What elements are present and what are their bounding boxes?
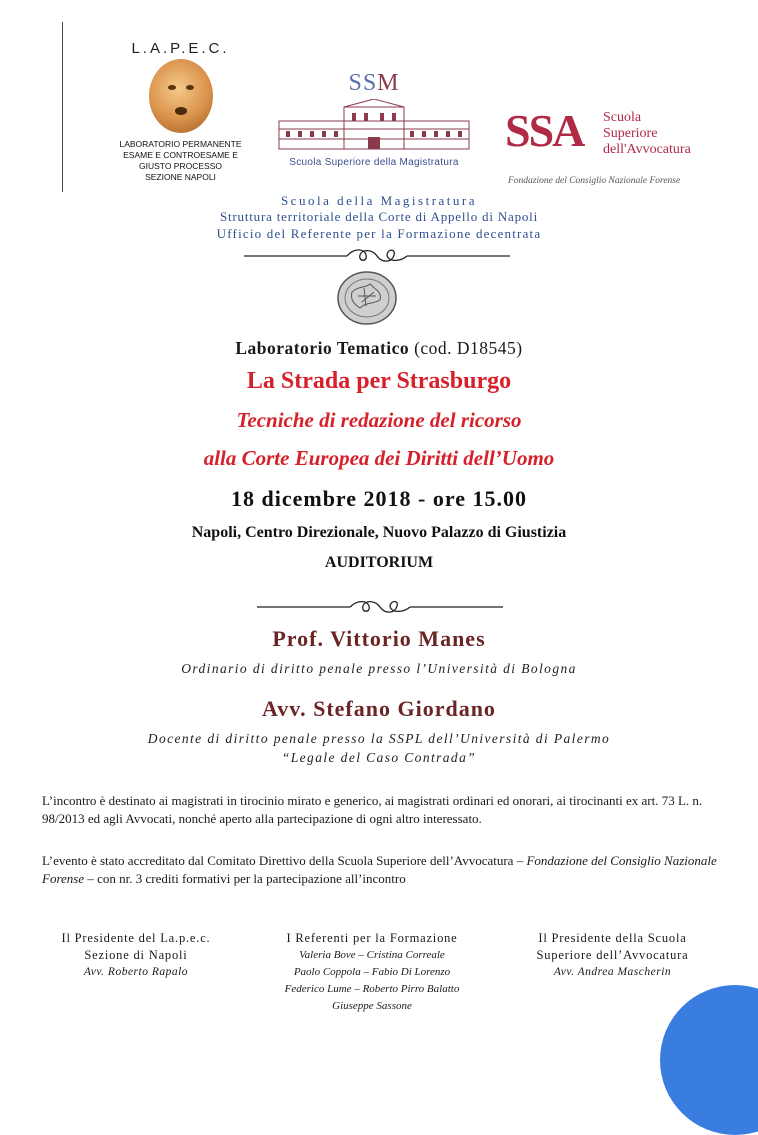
header-line-1: Scuola della Magistratura: [280, 193, 478, 208]
lapec-caption-line: GIUSTO PROCESSO: [139, 161, 222, 171]
body-paragraph-1: L’incontro è destinato ai magistrati in tirocinio mirato e generico, ai magistrati ordinari ed onorari, ai tirocinanti ex art. 73 L. n. 98/2013 ed agli Avvocati, nonché aperto alla partecipazione di ogni altro interessato.: [42, 793, 703, 826]
ssa-acronym: SSA: [505, 105, 584, 156]
ssa-subtitle: Fondazione del Consiglio Nazionale Forense: [508, 176, 681, 186]
signature-training-referents: [252, 930, 492, 1015]
signature-name: Valeria Bove – Cristina Correale: [299, 949, 445, 961]
event-hall: AUDITORIUM: [324, 554, 434, 571]
signature-lapec-president: [36, 930, 236, 981]
signature-title: Sezione di Napoli: [84, 948, 188, 962]
lapec-logo: [118, 40, 243, 190]
event-type-label: Laboratorio Tematico (cod. D18545): [235, 338, 523, 358]
header-line-3: Ufficio del Referente per la Formazione decentrata: [216, 226, 542, 241]
event-venue: Napoli, Centro Direzionale, Nuovo Palazzo di Giustizia: [191, 524, 567, 541]
lapec-logo-letters: L.A.P.E.C.: [131, 40, 230, 57]
ssa-name-line: Scuola: [603, 110, 642, 125]
ssm-acronym: SSM: [348, 70, 400, 96]
signature-name: Avv. Andrea Mascherin: [553, 966, 672, 978]
header-line-2: Struttura territoriale della Corte di Appello di Napoli: [219, 209, 538, 224]
event-title: La Strada per Strasburgo: [246, 368, 512, 394]
body-paragraph-2: L’evento è stato accreditato dal Comitato Direttivo della Scuola Superiore dell’Avvocatura – Fondazione del Consiglio Nazionale Forense – con nr. 3 crediti formativi per la partecipazione all’incontro: [42, 853, 717, 886]
signature-title: Il Presidente della Scuola: [538, 931, 687, 945]
blue-corner-circle: [660, 985, 758, 1135]
coin-seal-icon: [336, 270, 398, 326]
speaker-2-role-note: “Legale del Caso Contrada”: [281, 750, 477, 765]
lapec-caption-line: SEZIONE NAPOLI: [145, 172, 216, 182]
speaker-1-name: Prof. Vittorio Manes: [272, 626, 486, 651]
signature-title: I Referenti per la Formazione: [286, 931, 458, 945]
signature-ssa-president: [505, 930, 720, 981]
ssm-logo: [268, 70, 480, 180]
signature-name: Avv. Roberto Rapalo: [83, 966, 189, 978]
signature-title: Il Presidente del La.p.e.c.: [61, 931, 211, 945]
ssa-name: [603, 110, 691, 158]
event-code: (cod. D18545): [414, 338, 523, 358]
vertical-divider-line: [62, 22, 63, 192]
ssa-logo: [505, 105, 705, 198]
ornamental-divider-icon: [255, 598, 505, 616]
signature-name: Giuseppe Sassone: [332, 1000, 412, 1012]
ssm-caption: Scuola Superiore della Magistratura: [289, 157, 459, 168]
bocca-della-verita-icon: [149, 59, 213, 133]
speaker-2-name: Avv. Stefano Giordano: [262, 696, 496, 721]
ssa-name-line: dell'Avvocatura: [603, 142, 691, 157]
lapec-caption-line: ESAME E CONTROESAME E: [123, 150, 238, 160]
signature-name: Paolo Coppola – Fabio Di Lorenzo: [293, 966, 451, 978]
event-subtitle-1: Tecniche di redazione del ricorso: [236, 408, 522, 432]
event-datetime: 18 dicembre 2018 - ore 15.00: [230, 486, 528, 511]
signature-title: Superiore dell’Avvocatura: [536, 948, 689, 962]
ornamental-divider-icon: [242, 246, 512, 264]
lapec-caption: [118, 139, 243, 183]
palace-building-icon: [274, 99, 474, 151]
lapec-caption-line: LABORATORIO PERMANENTE: [119, 139, 242, 149]
ssa-name-line: Superiore: [603, 126, 658, 141]
event-subtitle-2: alla Corte Europea dei Diritti dell’Uomo: [203, 446, 555, 470]
speaker-2-role: Docente di diritto penale presso la SSPL dell’Università di Palermo: [147, 731, 611, 746]
speaker-1-role: Ordinario di diritto penale presso l’Università di Bologna: [181, 661, 577, 676]
signature-name: Federico Lume – Roberto Pirro Balatto: [284, 983, 460, 995]
